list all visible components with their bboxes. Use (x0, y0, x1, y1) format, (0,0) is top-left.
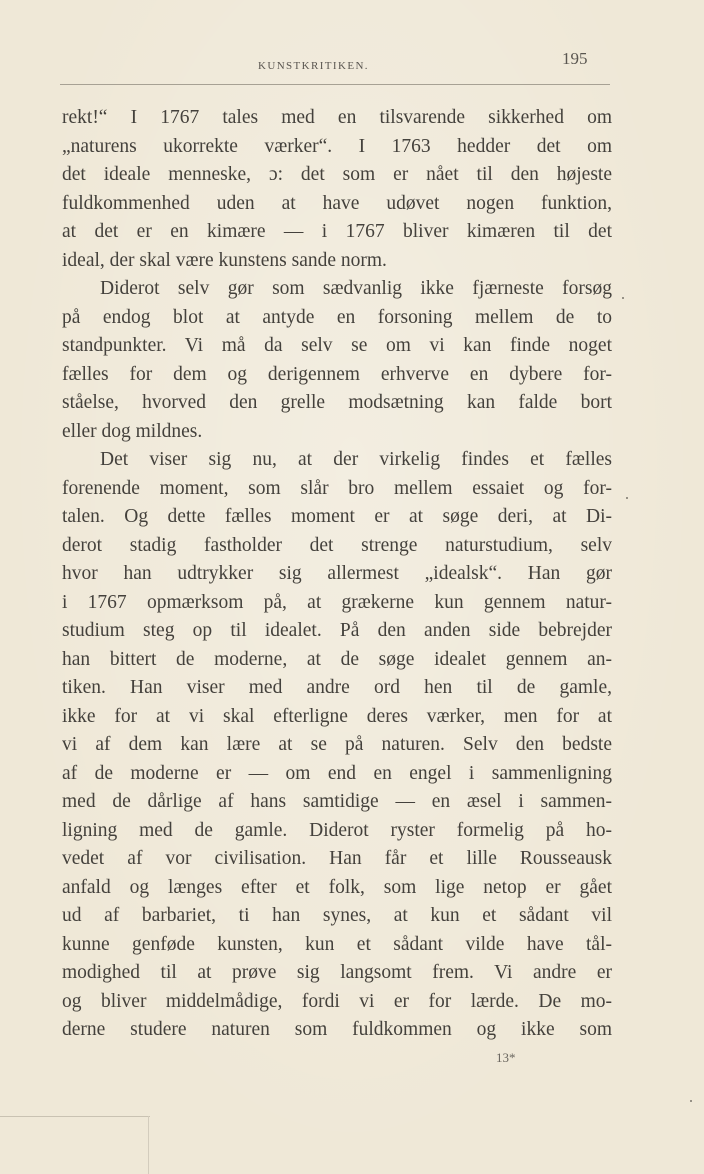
text-line: forenende moment, som slår bro mellem essaiet og for- (62, 477, 612, 499)
speck (626, 497, 628, 499)
signature-mark: 13* (496, 1050, 516, 1065)
text-line: Diderot selv gør som sædvanlig ikke fjærneste forsøg (100, 278, 612, 299)
body-text (62, 104, 612, 1045)
text-line: ståelse, hvorved den grelle modsætning kan falde bort (62, 392, 612, 413)
text-line: studium steg op til idealet. På den anden side bebrejder (62, 620, 612, 641)
text-line: talen. Og dette fælles moment er at søge deri, at Di- (62, 506, 612, 527)
text-line: derot stadig fastholder det strenge naturstudium, selv (62, 534, 612, 556)
text-line: fuldkommenhed uden at have udøvet nogen funktion, (62, 192, 612, 214)
text-line: eller dog mildnes. (62, 420, 203, 442)
text-line: ligning med de gamle. Diderot ryster formelig på ho- (62, 819, 612, 841)
text-line: derne studere naturen som fuldkommen og ikke som (62, 1019, 612, 1040)
text-line: standpunkter. Vi må da selv se om vi kan finde noget (62, 335, 612, 356)
text-line: anfald og længes efter et folk, som lige netop er gået (62, 876, 612, 898)
text-line: vedet af vor civilisation. Han får et lille Rousseausk (62, 848, 612, 869)
running-title: KUNSTKRITIKEN. (258, 60, 369, 72)
text-line: ud af barbariet, ti han synes, at kun et sådant vil (62, 905, 612, 926)
text-line: af de moderne er — om end en engel i sammenligning (62, 762, 612, 784)
text-line: i 1767 opmærksom på, at grækerne kun gennem natur- (62, 591, 612, 613)
text-line: kunne genføde kunsten, kun et sådant vilde have tål- (62, 933, 612, 955)
text-line: vi af dem kan lære at se på naturen. Selv den bedste (62, 734, 612, 755)
text-line: rekt!“ I 1767 tales med en tilsvarende sikkerhed om (62, 107, 612, 128)
text-line: tiken. Han viser med andre ord hen til de gamle, (62, 677, 612, 698)
text-line: han bittert de moderne, at de søge idealet gennem an- (62, 648, 612, 670)
text-line: „naturens ukorrekte værker“. I 1763 hedder det om (62, 135, 612, 157)
text-line: ikke for at vi skal efterligne deres værker, men for at (62, 705, 612, 727)
text-line: det ideale menneske, ɔ: det som er nået til den højeste (62, 164, 612, 185)
speck (690, 1100, 692, 1102)
text-line: fælles for dem og derigennem erhverve en dybere for- (62, 363, 612, 385)
text-line: på endog blot at antyde en forsoning mellem de to (62, 306, 612, 328)
text-line: Det viser sig nu, at der virkelig findes et fælles (100, 449, 612, 470)
text-line: at det er en kimære — i 1767 bliver kimæren til det (62, 221, 612, 242)
speck (622, 297, 624, 299)
text-line: hvor han udtrykker sig allermest „idealsk“. Han gør (62, 563, 612, 584)
page-edge-line (0, 1116, 150, 1117)
header-rule (60, 84, 610, 85)
text-line: ideal, der skal være kunstens sande norm. (62, 249, 387, 271)
text-line: modighed til at prøve sig langsomt frem. Vi andre er (62, 962, 612, 983)
page-edge-line (148, 1116, 149, 1174)
page-number: 195 (562, 49, 588, 68)
text-line: og bliver middelmådige, fordi vi er for lærde. De mo- (62, 990, 612, 1012)
text-line: med de dårlige af hans samtidige — en æsel i sammen- (62, 791, 612, 812)
